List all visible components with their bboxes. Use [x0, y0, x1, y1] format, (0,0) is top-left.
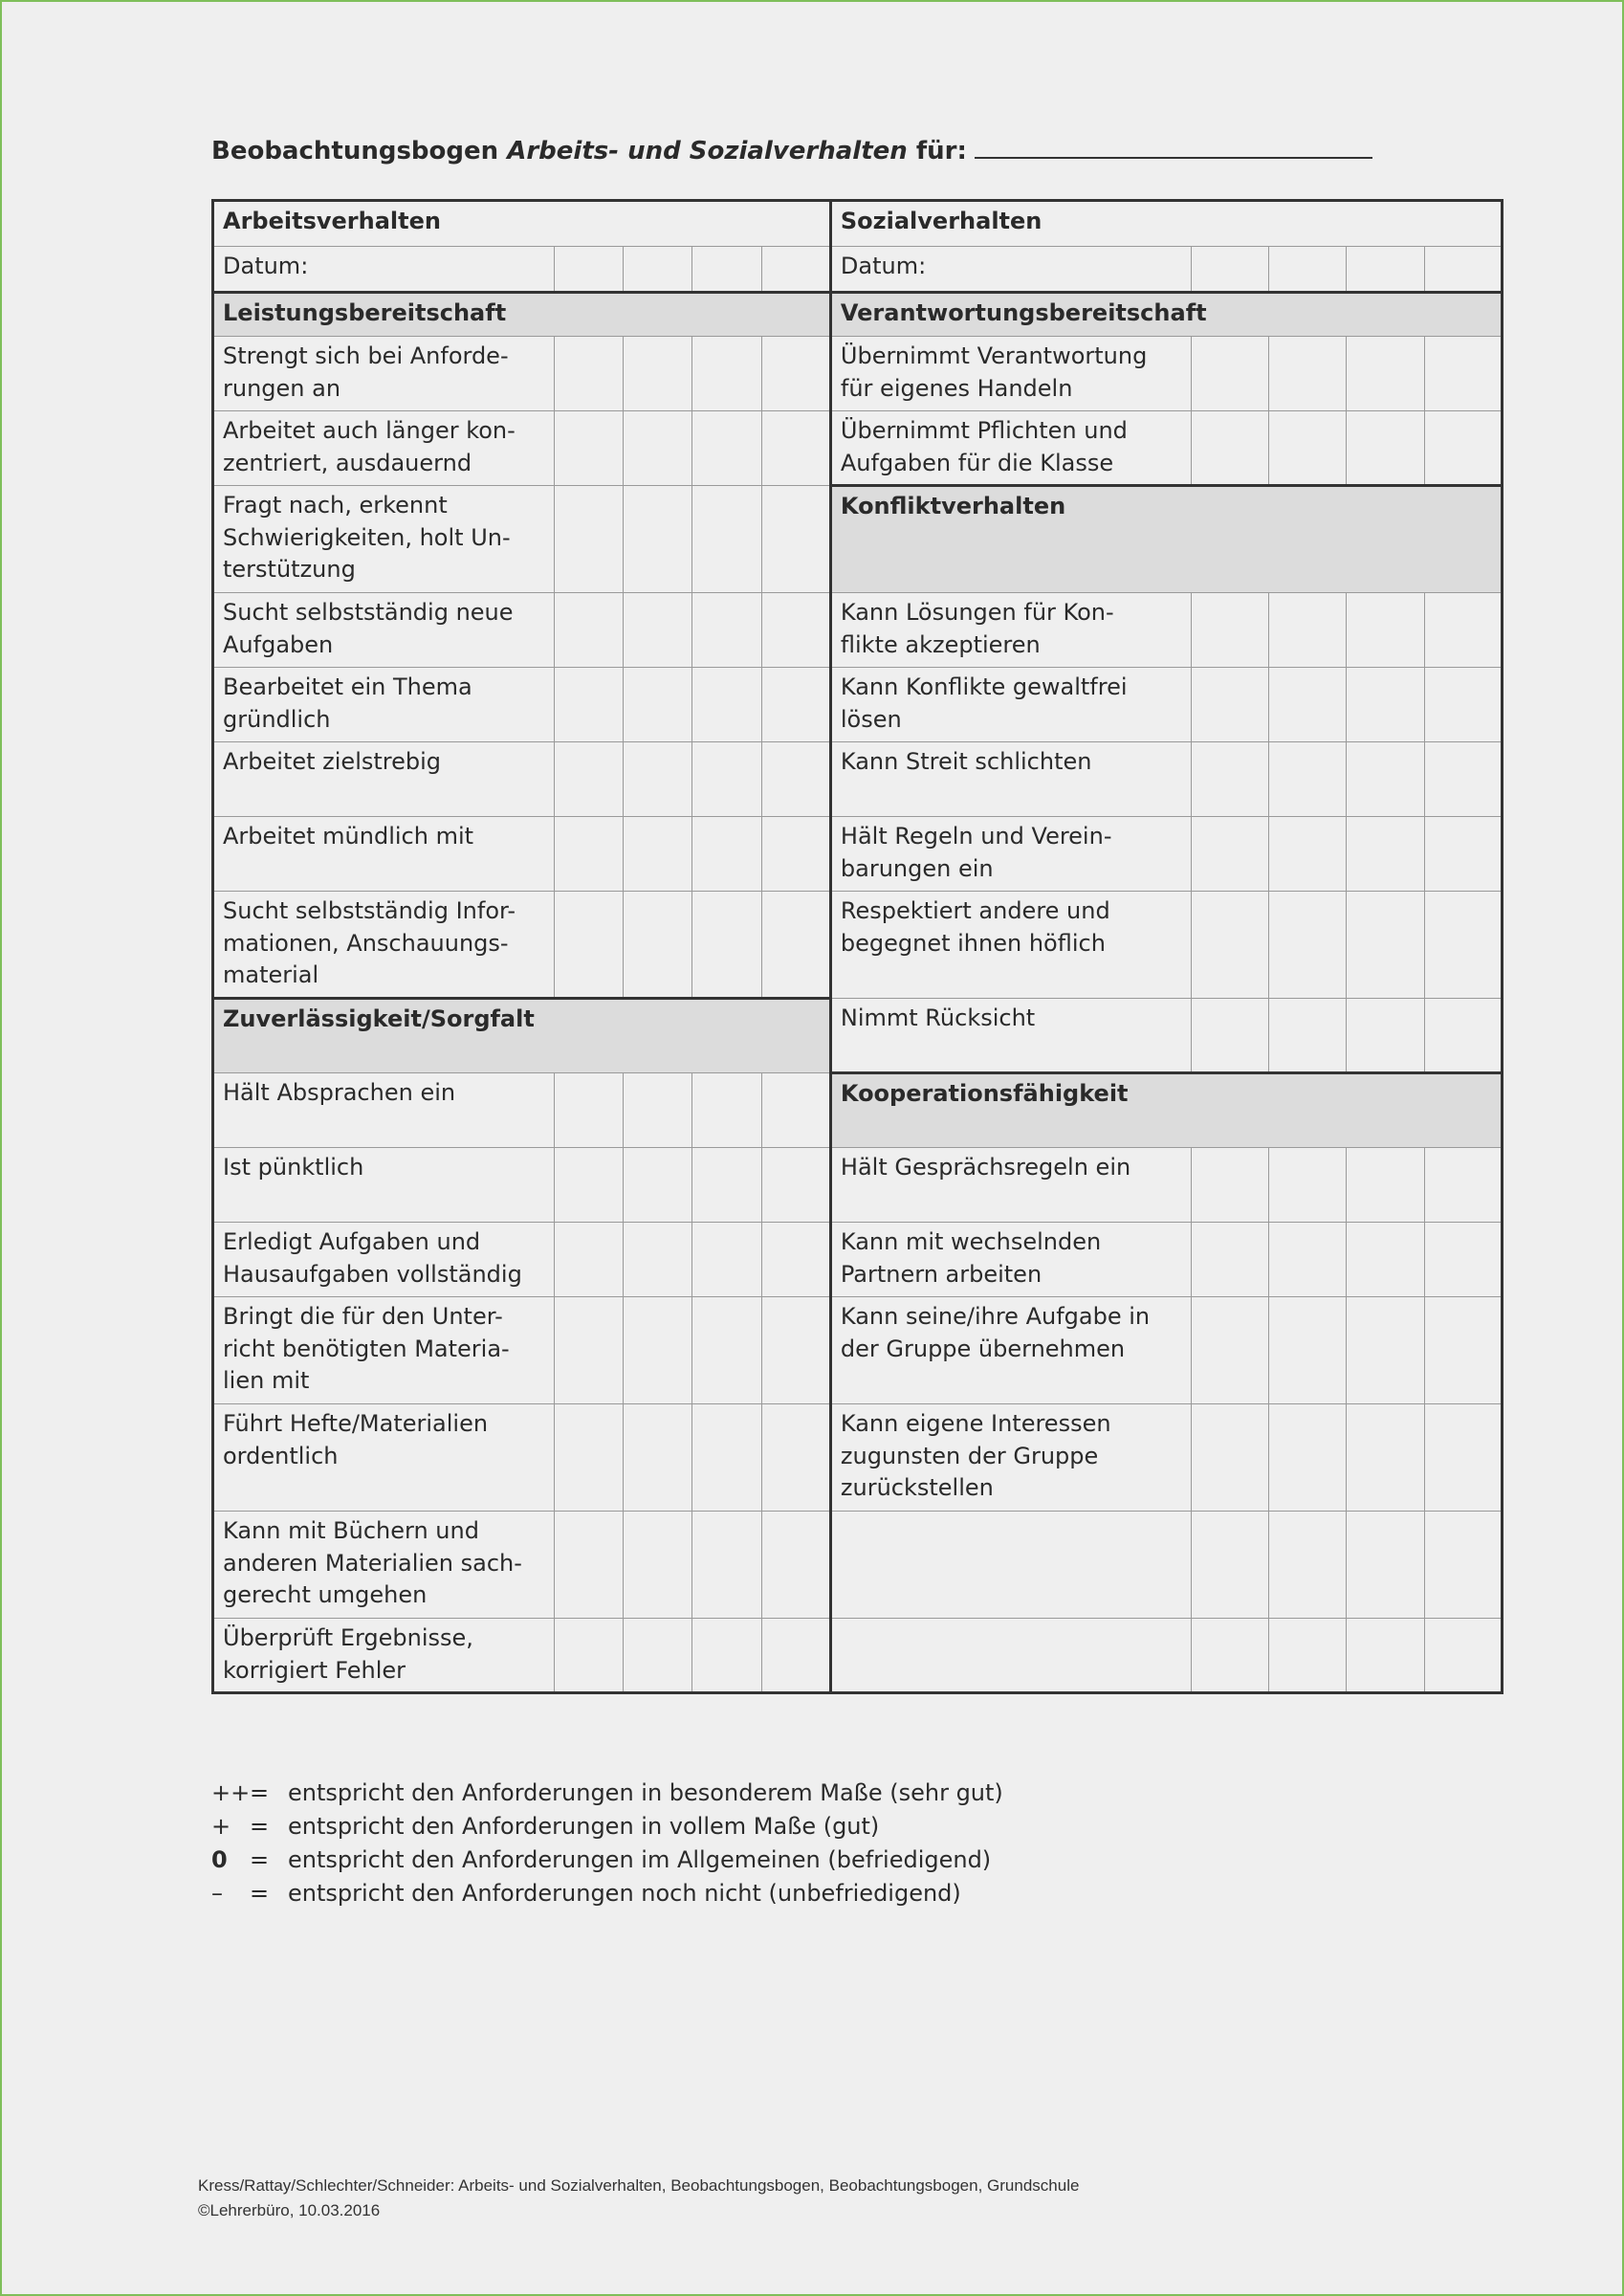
left-rating-cell[interactable] [761, 486, 830, 593]
left-column-header: Arbeitsverhalten [213, 201, 831, 247]
left-rating-cell[interactable] [624, 486, 692, 593]
left-date-cell[interactable] [555, 247, 624, 293]
left-date-cell[interactable] [692, 247, 761, 293]
left-rating-cell[interactable] [692, 1073, 761, 1148]
right-rating-cell[interactable] [1269, 411, 1347, 486]
left-criterion: Fragt nach, erkennt Schwierigkeiten, holt Un- terstützung [213, 486, 555, 593]
left-section-header: Leistungsbereitschaft [213, 293, 831, 337]
right-date-cell[interactable] [1269, 247, 1347, 293]
table-row [213, 668, 1503, 742]
left-rating-cell[interactable] [761, 1297, 830, 1404]
legend-symbol: + [211, 1813, 231, 1840]
left-rating-cell[interactable] [692, 1297, 761, 1404]
table-row [213, 1148, 1503, 1223]
legend-symbol: 0 [211, 1846, 228, 1873]
left-section-header: Zuverlässigkeit/Sorgfalt [213, 999, 831, 1073]
footer-copyright: ©Lehrerbüro, 10.03.2016 [198, 2201, 381, 2219]
left-criterion: Überprüft Ergebnisse, korrigiert Fehler [213, 1619, 555, 1693]
right-criterion: Übernimmt Verantwortung für eigenes Handeln [830, 337, 1191, 411]
left-rating-cell[interactable] [624, 593, 692, 668]
left-rating-cell[interactable] [624, 1223, 692, 1297]
right-section-header: Konfliktverhalten [830, 486, 1502, 593]
left-rating-cell[interactable] [761, 1512, 830, 1619]
right-column-header: Sozialverhalten [830, 201, 1502, 247]
left-rating-cell[interactable] [692, 1619, 761, 1693]
right-rating-cell[interactable] [1347, 817, 1424, 892]
legend-row [211, 1810, 1003, 1843]
left-rating-cell[interactable] [555, 337, 624, 411]
right-rating-cell[interactable] [1191, 742, 1268, 817]
left-rating-cell[interactable] [624, 817, 692, 892]
right-rating-cell[interactable] [1347, 593, 1424, 668]
left-rating-cell[interactable] [761, 1148, 830, 1223]
left-rating-cell[interactable] [761, 1223, 830, 1297]
left-rating-cell[interactable] [692, 1404, 761, 1512]
right-criterion: Respektiert andere und begegnet ihnen höflich [830, 892, 1191, 999]
table-row [213, 1073, 1503, 1148]
right-rating-cell[interactable] [1191, 337, 1268, 411]
left-rating-cell[interactable] [555, 817, 624, 892]
right-rating-cell[interactable] [1191, 411, 1268, 486]
left-rating-cell[interactable] [692, 337, 761, 411]
footer [198, 2174, 1079, 2223]
left-rating-cell[interactable] [761, 817, 830, 892]
left-criterion: Sucht selbstständig neue Aufgaben [213, 593, 555, 668]
right-rating-cell[interactable] [1269, 999, 1347, 1073]
left-criterion: Arbeitet auch länger kon- zentriert, ausdauernd [213, 411, 555, 486]
left-rating-cell[interactable] [692, 1223, 761, 1297]
left-rating-cell[interactable] [624, 1404, 692, 1512]
left-rating-cell[interactable] [692, 1148, 761, 1223]
table-row [213, 247, 1503, 293]
right-rating-cell[interactable] [1269, 668, 1347, 742]
left-rating-cell[interactable] [555, 486, 624, 593]
left-rating-cell[interactable] [692, 742, 761, 817]
right-rating-cell[interactable] [1347, 1404, 1424, 1512]
table-row [213, 1619, 1503, 1693]
legend-equals: = [250, 1779, 270, 1806]
left-criterion: Ist pünktlich [213, 1148, 555, 1223]
right-rating-cell[interactable] [1191, 1223, 1268, 1297]
right-rating-cell[interactable] [1424, 1148, 1502, 1223]
right-rating-cell[interactable] [1269, 1512, 1347, 1619]
right-section-header: Kooperationsfähigkeit [830, 1073, 1502, 1148]
table-row [213, 411, 1503, 486]
legend-row [211, 1777, 1003, 1810]
legend-text: entspricht den Anforderungen in vollem Maße (gut) [288, 1813, 880, 1840]
left-rating-cell[interactable] [555, 1223, 624, 1297]
right-rating-cell[interactable] [1191, 892, 1268, 999]
right-empty-criterion [830, 1512, 1191, 1619]
right-criterion: Nimmt Rücksicht [830, 999, 1191, 1073]
right-rating-cell[interactable] [1347, 1297, 1424, 1404]
legend-equals: = [250, 1846, 270, 1873]
left-criterion: Arbeitet zielstrebig [213, 742, 555, 817]
right-rating-cell[interactable] [1269, 1297, 1347, 1404]
table-row [213, 293, 1503, 337]
left-rating-cell[interactable] [624, 1512, 692, 1619]
right-rating-cell[interactable] [1269, 593, 1347, 668]
left-criterion: Kann mit Büchern und anderen Materialien sach- gerecht umgehen [213, 1512, 555, 1619]
right-rating-cell[interactable] [1347, 1223, 1424, 1297]
table-row [213, 1404, 1503, 1512]
left-rating-cell[interactable] [624, 337, 692, 411]
left-criterion: Strengt sich bei Anforde- rungen an [213, 337, 555, 411]
page-title [211, 136, 1372, 166]
rating-legend [211, 1777, 1003, 1910]
table-row [213, 337, 1503, 411]
right-rating-cell[interactable] [1424, 668, 1502, 742]
right-rating-cell[interactable] [1191, 1297, 1268, 1404]
right-rating-cell[interactable] [1424, 1297, 1502, 1404]
left-rating-cell[interactable] [624, 1619, 692, 1693]
right-rating-cell[interactable] [1424, 1512, 1502, 1619]
right-rating-cell[interactable] [1269, 817, 1347, 892]
legend-equals: = [250, 1880, 270, 1907]
right-rating-cell[interactable] [1269, 1223, 1347, 1297]
right-criterion: Übernimmt Pflichten und Aufgaben für die Klasse [830, 411, 1191, 486]
left-rating-cell[interactable] [624, 892, 692, 999]
left-rating-cell[interactable] [624, 742, 692, 817]
right-rating-cell[interactable] [1269, 1619, 1347, 1693]
left-rating-cell[interactable] [761, 593, 830, 668]
left-rating-cell[interactable] [692, 593, 761, 668]
left-rating-cell[interactable] [555, 1512, 624, 1619]
left-rating-cell[interactable] [555, 1619, 624, 1693]
left-rating-cell[interactable] [555, 892, 624, 999]
left-criterion: Führt Hefte/Materialien ordentlich [213, 1404, 555, 1512]
right-date-label: Datum: [830, 247, 1191, 293]
left-date-cell[interactable] [624, 247, 692, 293]
right-rating-cell[interactable] [1347, 1148, 1424, 1223]
left-criterion: Erledigt Aufgaben und Hausaufgaben vollständig [213, 1223, 555, 1297]
right-rating-cell[interactable] [1347, 411, 1424, 486]
right-date-cell[interactable] [1424, 247, 1502, 293]
left-rating-cell[interactable] [624, 1073, 692, 1148]
right-rating-cell[interactable] [1347, 668, 1424, 742]
right-rating-cell[interactable] [1424, 999, 1502, 1073]
left-criterion: Sucht selbstständig Infor- mationen, Anschauungs- material [213, 892, 555, 999]
right-date-cell[interactable] [1191, 247, 1268, 293]
right-rating-cell[interactable] [1347, 892, 1424, 999]
left-rating-cell[interactable] [624, 1148, 692, 1223]
table-row [213, 892, 1503, 999]
observation-table [211, 199, 1503, 1694]
left-rating-cell[interactable] [761, 1404, 830, 1512]
left-rating-cell[interactable] [692, 668, 761, 742]
right-rating-cell[interactable] [1347, 1512, 1424, 1619]
right-rating-cell[interactable] [1191, 1619, 1268, 1693]
right-rating-cell[interactable] [1269, 1404, 1347, 1512]
right-rating-cell[interactable] [1269, 742, 1347, 817]
table-row [213, 999, 1503, 1073]
right-rating-cell[interactable] [1347, 999, 1424, 1073]
right-rating-cell[interactable] [1424, 411, 1502, 486]
legend-text: entspricht den Anforderungen noch nicht (unbefriedigend) [288, 1880, 961, 1907]
right-criterion: Kann Lösungen für Kon- flikte akzeptieren [830, 593, 1191, 668]
title-suffix: für: [907, 137, 967, 166]
right-criterion: Kann Streit schlichten [830, 742, 1191, 817]
left-rating-cell[interactable] [761, 1073, 830, 1148]
right-date-cell[interactable] [1347, 247, 1424, 293]
right-rating-cell[interactable] [1424, 892, 1502, 999]
left-criterion: Bringt die für den Unter- richt benötigten Materia- lien mit [213, 1297, 555, 1404]
table-row [213, 1512, 1503, 1619]
left-rating-cell[interactable] [624, 411, 692, 486]
right-criterion: Hält Gesprächsregeln ein [830, 1148, 1191, 1223]
right-criterion: Kann eigene Interessen zugunsten der Gruppe zurückstellen [830, 1404, 1191, 1512]
title-italic: Arbeits- und Sozialverhalten [507, 137, 908, 166]
right-rating-cell[interactable] [1269, 1148, 1347, 1223]
table-row [213, 201, 1503, 247]
left-rating-cell[interactable] [692, 892, 761, 999]
right-rating-cell[interactable] [1424, 1223, 1502, 1297]
right-rating-cell[interactable] [1424, 337, 1502, 411]
left-date-cell[interactable] [761, 247, 830, 293]
footer-citation: Kress/Rattay/Schlechter/Schneider: Arbeits- und Sozialverhalten, Beobachtungsbogen, Beobachtungsbogen, Grundschule [198, 2176, 1080, 2195]
legend-symbol: – [211, 1880, 223, 1907]
table-row [213, 1297, 1503, 1404]
right-rating-cell[interactable] [1191, 817, 1268, 892]
right-rating-cell[interactable] [1269, 337, 1347, 411]
right-rating-cell[interactable] [1424, 1404, 1502, 1512]
title-prefix: Beobachtungsbogen [211, 137, 508, 166]
left-rating-cell[interactable] [761, 668, 830, 742]
legend-text: entspricht den Anforderungen im Allgemeinen (befriedigend) [288, 1846, 992, 1873]
right-rating-cell[interactable] [1191, 1148, 1268, 1223]
right-section-header: Verantwortungsbereitschaft [830, 293, 1502, 337]
legend-equals: = [250, 1813, 270, 1840]
left-rating-cell[interactable] [761, 1619, 830, 1693]
legend-text: entspricht den Anforderungen in besonderem Maße (sehr gut) [288, 1779, 1003, 1806]
right-rating-cell[interactable] [1191, 1404, 1268, 1512]
left-rating-cell[interactable] [555, 668, 624, 742]
left-rating-cell[interactable] [761, 337, 830, 411]
right-rating-cell[interactable] [1191, 1512, 1268, 1619]
right-rating-cell[interactable] [1191, 999, 1268, 1073]
left-rating-cell[interactable] [692, 411, 761, 486]
left-criterion: Hält Absprachen ein [213, 1073, 555, 1148]
left-rating-cell[interactable] [555, 1404, 624, 1512]
right-rating-cell[interactable] [1191, 593, 1268, 668]
table-row [213, 593, 1503, 668]
right-criterion: Kann mit wechselnden Partnern arbeiten [830, 1223, 1191, 1297]
right-rating-cell[interactable] [1347, 337, 1424, 411]
table-row [213, 1223, 1503, 1297]
right-rating-cell[interactable] [1347, 742, 1424, 817]
left-criterion: Arbeitet mündlich mit [213, 817, 555, 892]
name-blank-line[interactable] [975, 136, 1372, 159]
left-rating-cell[interactable] [692, 1512, 761, 1619]
left-rating-cell[interactable] [692, 817, 761, 892]
left-rating-cell[interactable] [555, 1148, 624, 1223]
left-rating-cell[interactable] [624, 1297, 692, 1404]
left-rating-cell[interactable] [761, 742, 830, 817]
left-rating-cell[interactable] [555, 411, 624, 486]
right-rating-cell[interactable] [1424, 593, 1502, 668]
legend-row [211, 1877, 1003, 1910]
right-rating-cell[interactable] [1424, 742, 1502, 817]
left-criterion: Bearbeitet ein Thema gründlich [213, 668, 555, 742]
right-rating-cell[interactable] [1191, 668, 1268, 742]
left-rating-cell[interactable] [761, 411, 830, 486]
left-rating-cell[interactable] [555, 1297, 624, 1404]
right-rating-cell[interactable] [1424, 817, 1502, 892]
left-date-label: Datum: [213, 247, 555, 293]
left-rating-cell[interactable] [555, 1073, 624, 1148]
right-rating-cell[interactable] [1269, 892, 1347, 999]
left-rating-cell[interactable] [555, 593, 624, 668]
left-rating-cell[interactable] [555, 742, 624, 817]
right-criterion: Kann seine/ihre Aufgabe in der Gruppe übernehmen [830, 1297, 1191, 1404]
right-criterion: Kann Konflikte gewaltfrei lösen [830, 668, 1191, 742]
right-rating-cell[interactable] [1347, 1619, 1424, 1693]
right-empty-criterion [830, 1619, 1191, 1693]
left-rating-cell[interactable] [761, 892, 830, 999]
legend-symbol: ++ [211, 1779, 251, 1806]
table-row [213, 817, 1503, 892]
legend-row [211, 1843, 1003, 1877]
right-rating-cell[interactable] [1424, 1619, 1502, 1693]
table-row [213, 486, 1503, 593]
right-criterion: Hält Regeln und Verein- barungen ein [830, 817, 1191, 892]
table-row [213, 742, 1503, 817]
left-rating-cell[interactable] [624, 668, 692, 742]
left-rating-cell[interactable] [692, 486, 761, 593]
